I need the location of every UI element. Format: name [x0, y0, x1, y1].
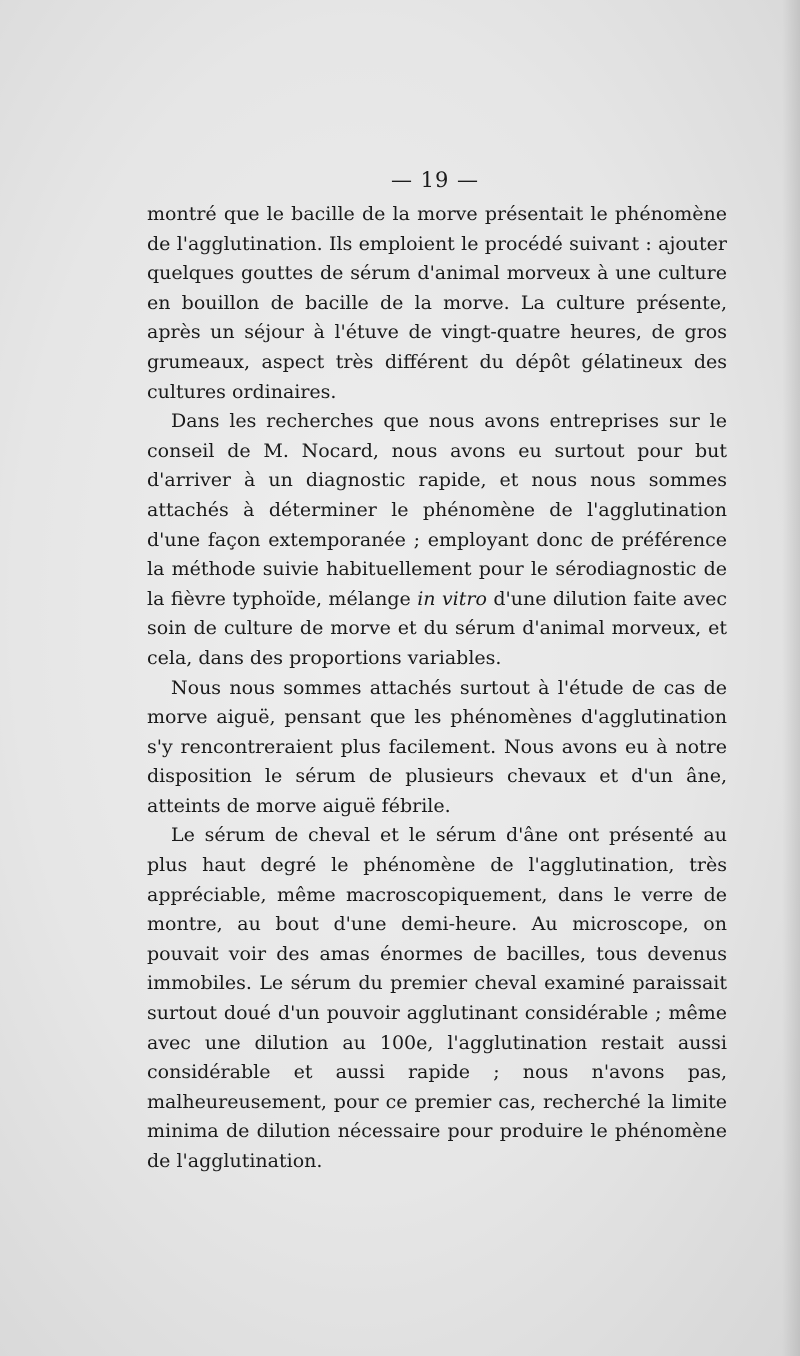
paragraph-text: Nous nous sommes attachés surtout à l'étude de cas de morve aiguë, pensant que les phénomènes d'agglutination s'y rencontreraient plus facilement. Nous avons eu à notre disposition le sérum de plusieurs chevaux et d'un âne, atteints de morve aiguë fébrile. — [147, 676, 727, 817]
paragraph-italic-text: in vitro — [417, 587, 487, 610]
paragraph-text: d'une dilution faite avec soin de culture de morve et du sérum d'animal morveux, et cela, dans des proportions variables. — [147, 587, 727, 669]
paragraph — [147, 407, 727, 673]
paragraph-text: montré que le bacille de la morve présentait le phénomène de l'agglutination. Ils emploient le procédé suivant : ajouter quelques gouttes de sérum d'animal morveux à une culture en bouillon de bacille de la morve. La culture présente, après un séjour à l'étuve de vingt-quatre heures, de gros grumeaux, aspect très différent du dépôt gélatineux des cultures ordinaires. — [147, 203, 727, 403]
paragraph — [147, 674, 727, 822]
paragraph — [147, 200, 727, 407]
page-edge-shadow — [782, 0, 800, 1356]
page-number: — 19 — — [390, 168, 480, 192]
paragraph-text: Dans les recherches que nous avons entreprises sur le conseil de M. Nocard, nous avons eu surtout pour but d'arriver à un diagnostic rapide, et nous nous sommes attachés à déterminer le phénomène de l'agglutination d'une façon extemporanée ; employant donc de préférence la méthode suivie habituellement pour le sérodiagnostic de la fièvre typhoïde, mélange — [147, 410, 727, 610]
paragraph — [147, 821, 727, 1176]
paragraph-text: Le sérum de cheval et le sérum d'âne ont présenté au plus haut degré le phénomène de l'agglutination, très appréciable, même macroscopiquement, dans le verre de montre, au bout d'une demi-heure. Au microscope, on pouvait voir des amas énormes de bacilles, tous devenus immobiles. Le sérum du premier cheval examiné paraissait surtout doué d'un pouvoir agglutinant considérable ; même avec une dilution au 100e, l'agglutination restait aussi considérable et aussi rapide ; nous n'avons pas, malheureusement, pour ce premier cas, recherché la limite minima de dilution nécessaire pour produire le phénomène de l'agglutination. — [147, 824, 727, 1172]
body-text — [147, 200, 727, 1177]
